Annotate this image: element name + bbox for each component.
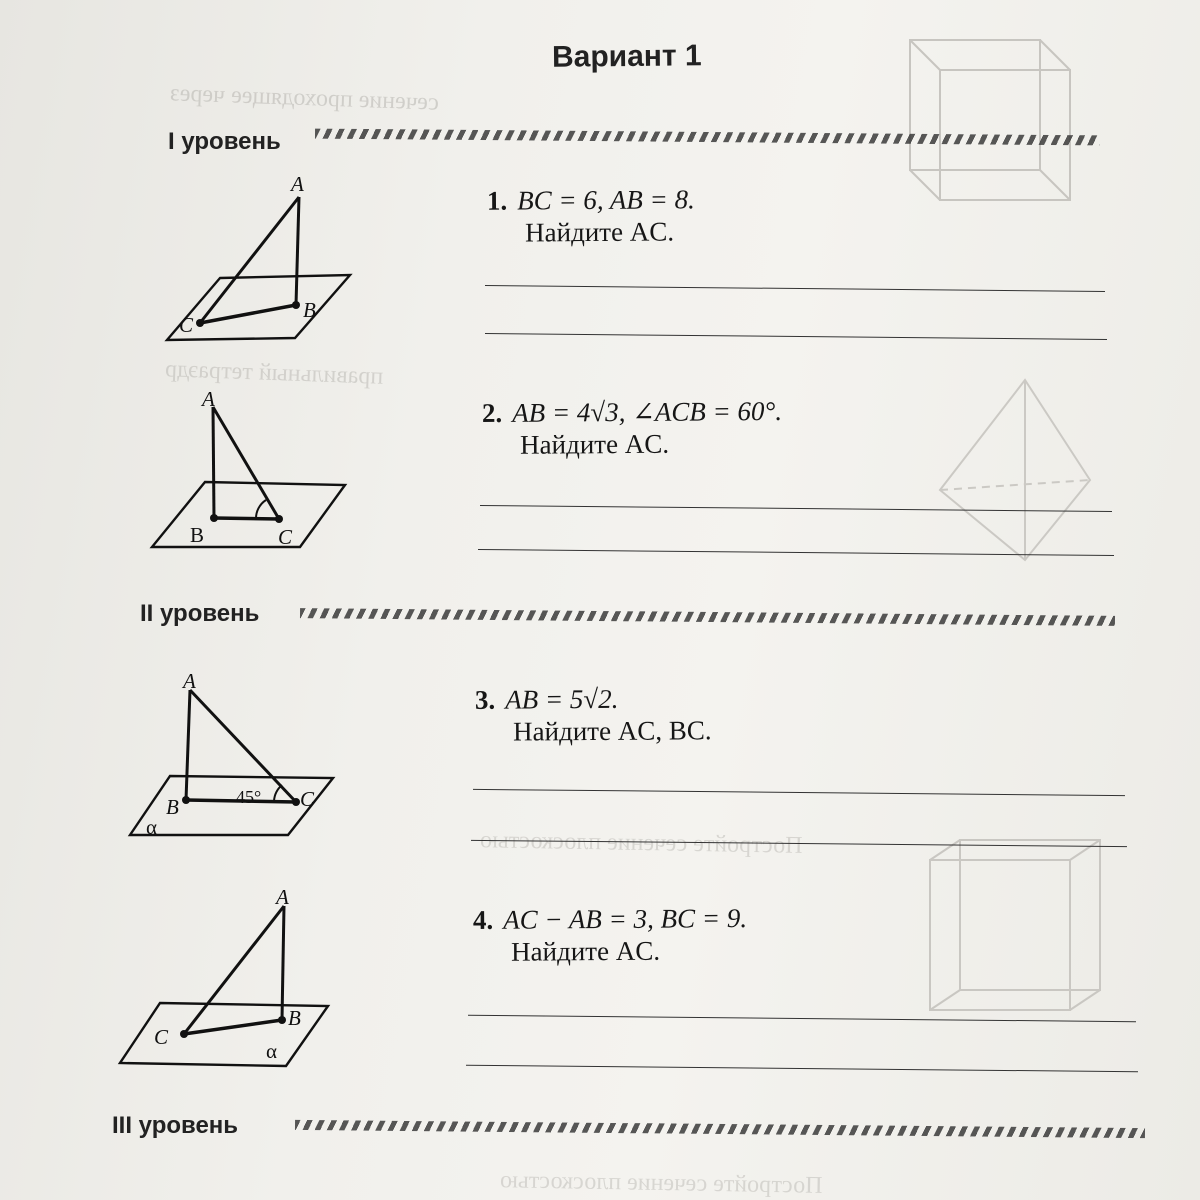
ghost-tetrahedron [930,370,1100,570]
task-1-number: 1. [486,185,508,216]
task-2-condition: AB = 4√3, ∠ACB = 60°. [512,395,783,428]
fig3-label-a: A [183,669,196,693]
level-3-divider [295,1120,1145,1138]
ghost-cube-bottom [915,830,1115,1030]
fig4-label-c: C [154,1025,169,1049]
ghost-cube-top [900,30,1100,220]
figure-4 [118,885,328,1068]
fig3-angle-label: 45° [236,787,262,807]
figure-2 [150,387,350,557]
task-1-answer-line-2[interactable] [485,333,1107,340]
task-4-answer-line-2[interactable] [466,1065,1138,1072]
task-1-answer-line-1[interactable] [485,285,1105,292]
task-1 [487,183,695,248]
figure-1 [165,172,365,355]
fig3-label-b: B [166,795,179,819]
task-4 [473,902,748,968]
figure-3 [128,668,338,848]
task-3-number: 3. [474,684,496,715]
task-1-condition: BC = 6, AB = 8. [517,184,695,216]
level-2-heading: II уровень [140,600,260,627]
task-2-question: Найдите AC. [520,428,670,460]
task-4-question: Найдите AC. [511,935,661,967]
fig4-label-a: A [276,885,289,909]
level-2-divider [300,608,1115,626]
task-2-number: 2. [481,397,503,429]
task-4-number: 4. [472,904,494,935]
task-4-condition: AC − AB = 3, BC = 9. [503,903,748,935]
fig2-label-c: C [278,525,293,549]
textbook-page: сечение проходящее через правильный тетраэдр Постройте сечение плоскостью Постройте сечение плоскостью Вариант 1 I уровень A B C 1. BC = 6, AB = 8. Найдите AC. A B C 2. AB = 4√3, ∠ACB = 60°. Найдите AC. II уровень A B C 45° α 3. AB = 5√2. Найдите AC, BC. A B C α 4. AC − AB = 3, BC = 9. Найдите AC. III уровень [0,0,1200,1200]
task-1-question: Найдите AC. [525,216,675,248]
variant-title: Вариант 1 [551,39,702,74]
fig1-label-c: C [179,313,194,337]
fig4-label-b: B [288,1006,301,1030]
level-3-heading: III уровень [112,1112,239,1139]
fig1-label-b: B [303,298,316,322]
fig3-plane-label: α [146,815,158,839]
task-2 [482,395,783,461]
fig2-label-a: A [202,387,215,411]
fig3-label-c: C [300,787,315,811]
level-1-heading: I уровень [168,128,281,155]
fig1-label-a: A [291,172,304,196]
task-3-question: Найдите AC, BC. [513,715,712,747]
task-3-answer-line-1[interactable] [473,789,1125,796]
fig2-label-b: B [190,523,205,547]
task-3 [475,682,712,748]
fig4-plane-label: α [266,1039,278,1063]
task-3-condition: AB = 5√2. [505,683,619,715]
